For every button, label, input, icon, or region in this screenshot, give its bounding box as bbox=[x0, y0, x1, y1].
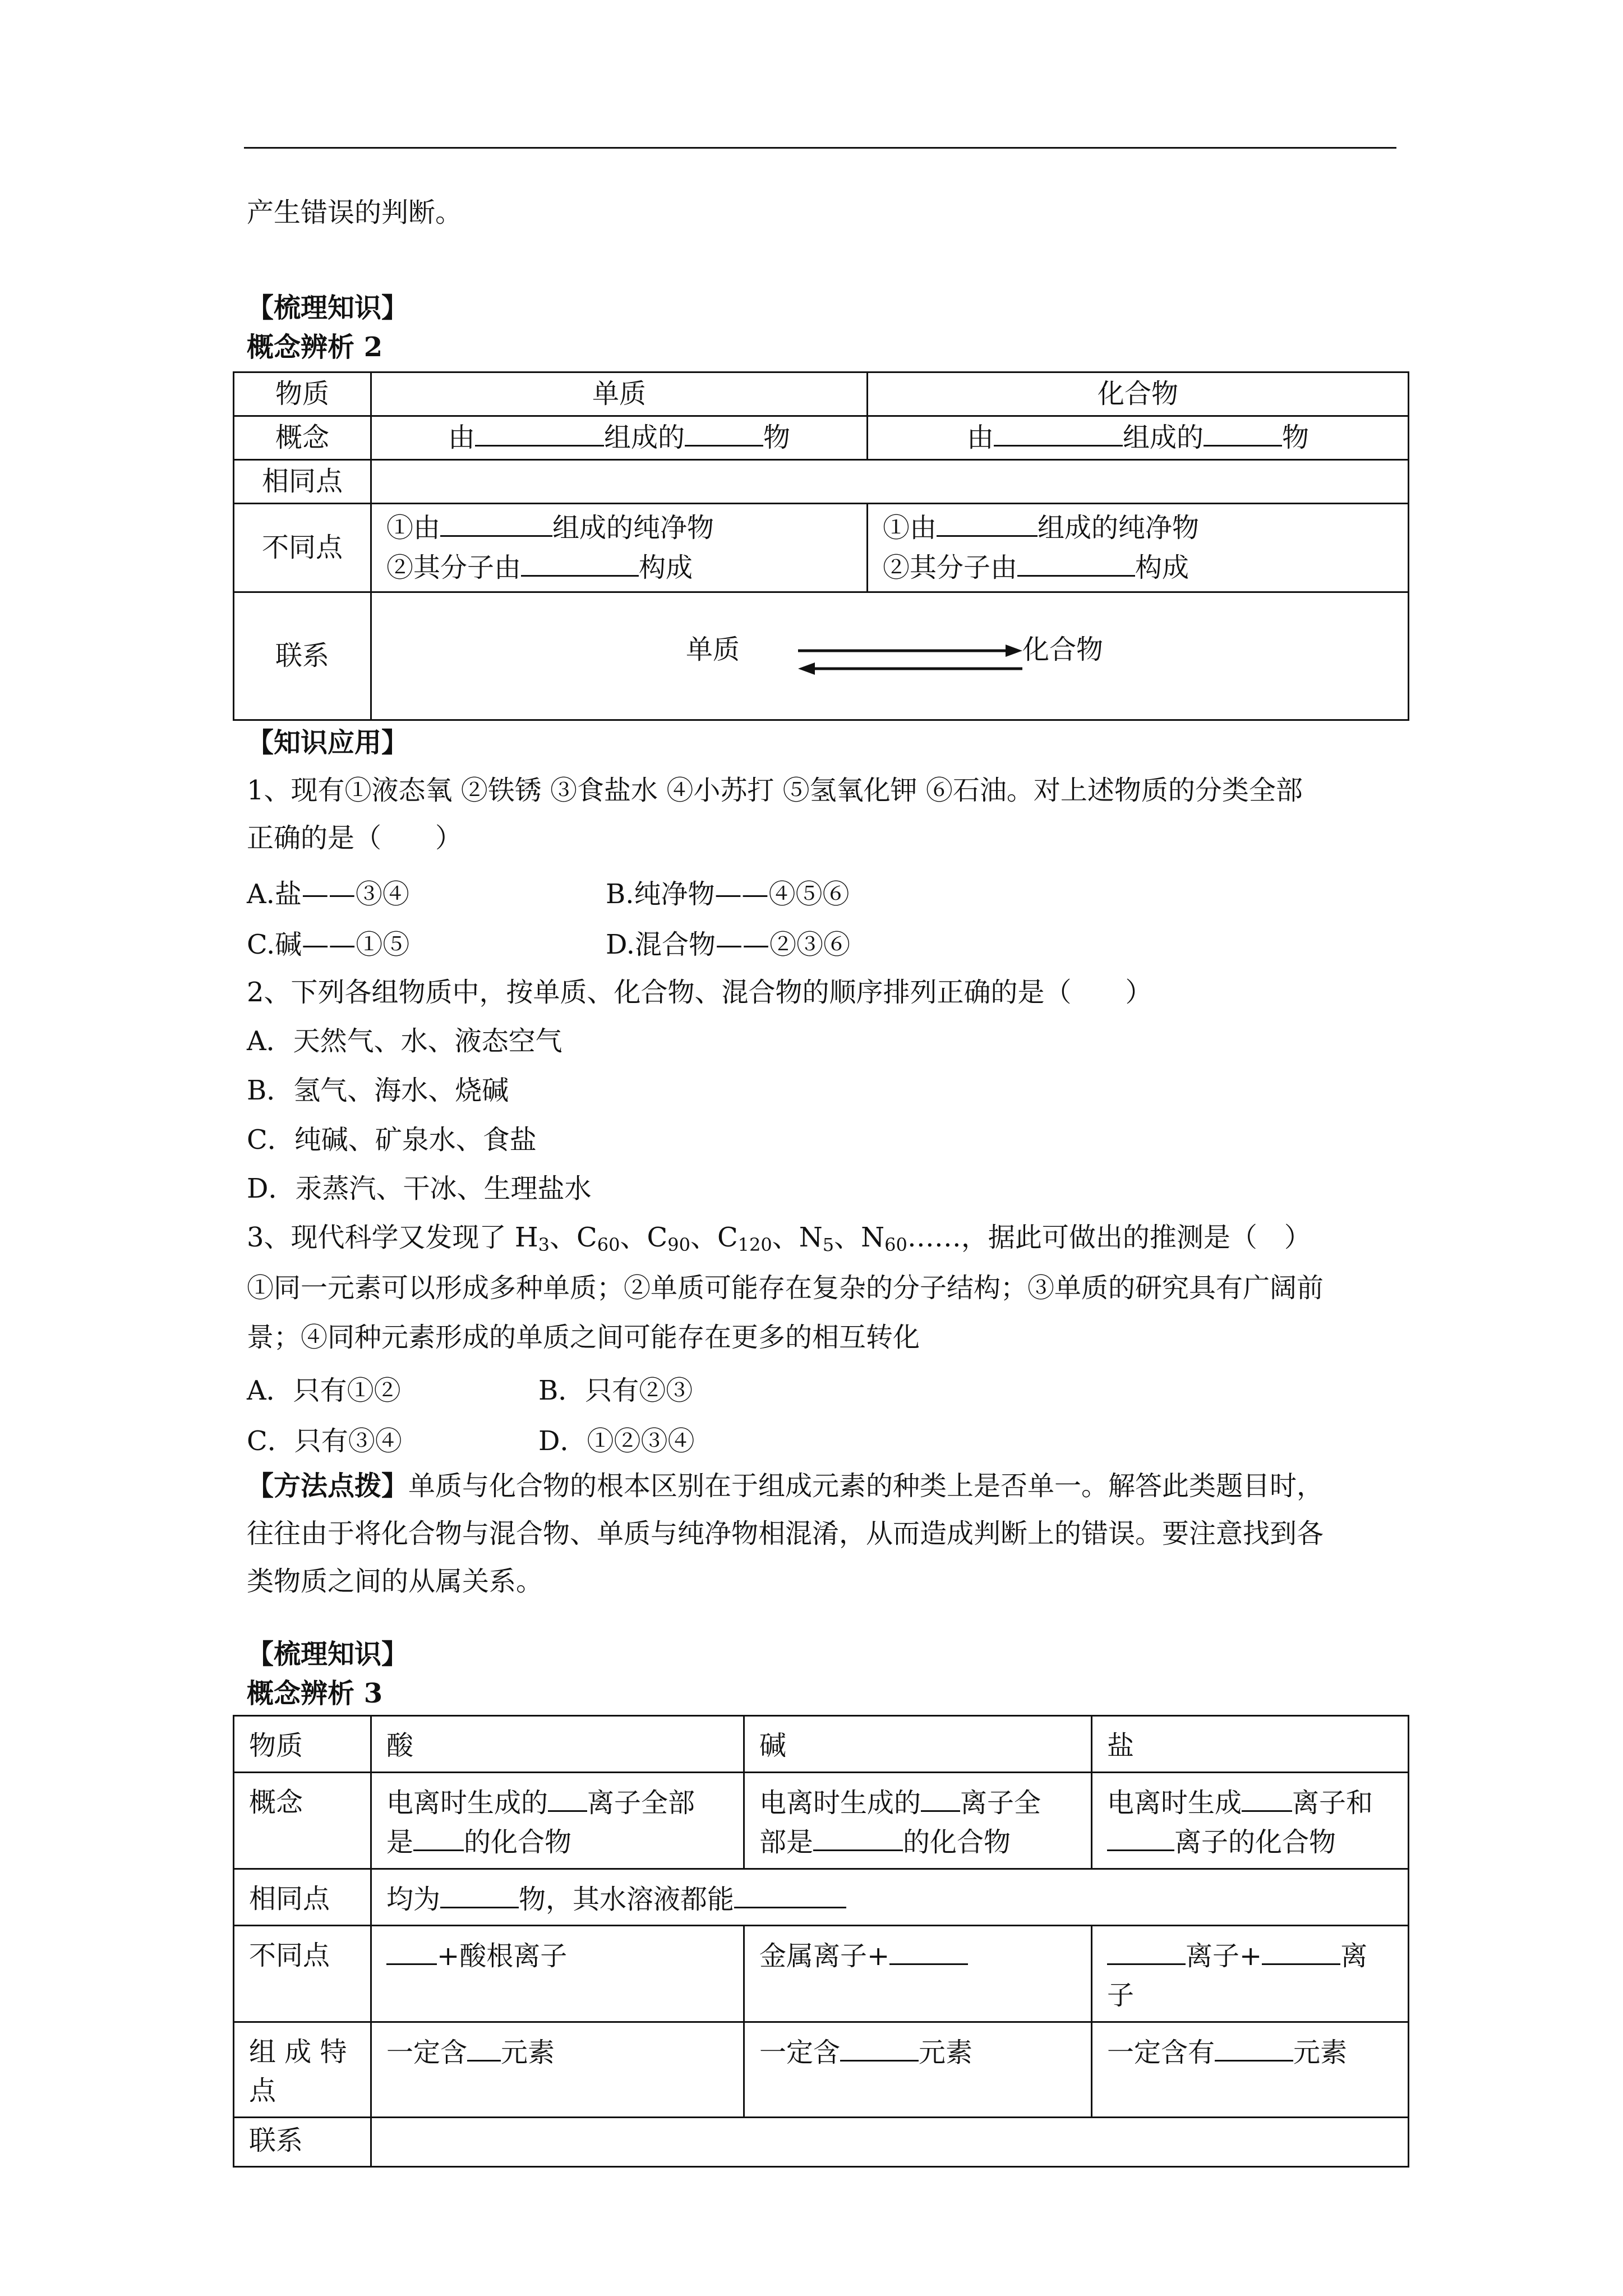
composition-acid: 一定含 元素 bbox=[371, 2022, 744, 2117]
q3-body-2: 景；④同种元素形成的单质之间可能存在更多的相互转化 bbox=[247, 1322, 920, 1353]
header-rule bbox=[244, 147, 1396, 149]
q1-option-d: D.混合物——②③⑥ bbox=[606, 929, 851, 960]
blank bbox=[475, 418, 604, 447]
row-label: 相同点 bbox=[234, 460, 371, 504]
method-line-1: 【方法点拨】单质与化合物的根本区别在于组成元素的种类上是否单一。解答此类题目时， bbox=[247, 1470, 1324, 1502]
row-label: 联系 bbox=[234, 592, 371, 720]
q1-option-a: A.盐——③④ bbox=[247, 878, 409, 910]
q2-stem: 2、下列各组物质中，按单质、化合物、混合物的顺序排列正确的是（ ） bbox=[247, 977, 1152, 1008]
concept-compound: 由 组成的 物 bbox=[868, 416, 1409, 460]
blank bbox=[1017, 548, 1135, 577]
row-label: 不同点 bbox=[234, 504, 371, 592]
q1-options-cd bbox=[247, 926, 850, 965]
q2-option-a: A．天然气、水、液态空气 bbox=[247, 1025, 562, 1057]
blank bbox=[440, 508, 552, 537]
header-cell: 单质 bbox=[371, 372, 868, 416]
header-cell: 化合物 bbox=[868, 372, 1409, 416]
relation-cell bbox=[371, 2117, 1409, 2167]
section2-header: 【梳理知识】 bbox=[247, 292, 409, 324]
header-cell: 物质 bbox=[234, 1716, 371, 1773]
blank bbox=[685, 418, 763, 447]
intro-line: 产生错误的判断。 bbox=[247, 197, 463, 228]
blank bbox=[994, 418, 1123, 447]
row-label: 概念 bbox=[234, 1772, 371, 1869]
section2-title: 概念辨析 2 bbox=[247, 332, 383, 363]
row-label: 相同点 bbox=[234, 1869, 371, 1926]
concept-salt: 电离时生成 离子和 离子的化合物 bbox=[1092, 1772, 1409, 1869]
section3-header: 【梳理知识】 bbox=[247, 1639, 409, 1670]
header-cell: 物质 bbox=[234, 372, 371, 416]
concept-table-3 bbox=[233, 1715, 1409, 2168]
q2-option-c: C．纯碱、矿泉水、食盐 bbox=[247, 1124, 537, 1156]
row-label: 不同点 bbox=[234, 1926, 371, 2022]
same-cell bbox=[371, 460, 1409, 504]
composition-base: 一定含 元素 bbox=[744, 2022, 1092, 2117]
q3-option-d: D．①②③④ bbox=[538, 1425, 695, 1457]
section3-title: 概念辨析 3 bbox=[247, 1678, 383, 1709]
q3-options-ab bbox=[247, 1372, 693, 1411]
q1-stem-1: 1、现有①液态氧 ②铁锈 ③食盐水 ④小苏打 ⑤氢氧化钾 ⑥石油。对上述物质的分类全部 bbox=[247, 775, 1303, 806]
header-cell: 盐 bbox=[1092, 1716, 1409, 1773]
concept-table-2 bbox=[233, 371, 1409, 721]
diff-acid: +酸根离子 bbox=[371, 1926, 744, 2022]
method-line-3: 类物质之间的从属关系。 bbox=[247, 1566, 543, 1597]
q3-body-1: ①同一元素可以形成多种单质；②单质可能存在复杂的分子结构；③单质的研究具有广阔前 bbox=[247, 1272, 1324, 1304]
q1-options-ab bbox=[247, 875, 850, 914]
q1-stem-2: 正确的是（ ） bbox=[247, 822, 463, 854]
row-label: 联系 bbox=[234, 2117, 371, 2167]
diff-simple: ①由 组成的纯净物 ②其分子由 构成 bbox=[371, 504, 868, 592]
q3-option-b: B．只有②③ bbox=[538, 1375, 693, 1406]
q2-option-b: B．氢气、海水、烧碱 bbox=[247, 1075, 509, 1106]
row-label: 组 成 特 点 bbox=[234, 2022, 371, 2117]
same-cell: 均为 物，其水溶液都能 bbox=[371, 1869, 1409, 1926]
method-line-2: 往往由于将化合物与混合物、单质与纯净物相混淆，从而造成判断上的错误。要注意找到各 bbox=[247, 1518, 1324, 1549]
relation-compound: 化合物 bbox=[1022, 633, 1104, 665]
blank bbox=[1204, 418, 1282, 447]
method-label: 【方法点拨】 bbox=[247, 1470, 409, 1502]
application-header: 【知识应用】 bbox=[247, 727, 409, 758]
header-cell: 酸 bbox=[371, 1716, 744, 1773]
q3-option-a: A．只有①② bbox=[247, 1375, 401, 1406]
q3-options-cd bbox=[247, 1422, 695, 1461]
diff-base: 金属离子+ bbox=[744, 1926, 1092, 2022]
relation-cell bbox=[371, 592, 1409, 720]
diff-compound: ①由 组成的纯净物 ②其分子由 构成 bbox=[868, 504, 1409, 592]
q1-option-c: C.碱——①⑤ bbox=[247, 929, 410, 960]
composition-salt: 一定含有 元素 bbox=[1092, 2022, 1409, 2117]
q3-option-c: C．只有③④ bbox=[247, 1425, 402, 1457]
blank bbox=[521, 548, 639, 577]
row-label: 概念 bbox=[234, 416, 371, 460]
q2-option-d: D．汞蒸汽、干冰、生理盐水 bbox=[247, 1173, 592, 1204]
header-cell: 碱 bbox=[744, 1716, 1092, 1773]
concept-acid: 电离时生成的 离子全部 是 的化合物 bbox=[371, 1772, 744, 1869]
concept-base: 电离时生成的 离子全 部是 的化合物 bbox=[744, 1772, 1092, 1869]
q1-option-b: B.纯净物——④⑤⑥ bbox=[606, 878, 850, 910]
conversion-arrows-icon bbox=[798, 643, 1022, 677]
concept-simple: 由 组成的 物 bbox=[371, 416, 868, 460]
relation-simple: 单质 bbox=[686, 633, 740, 665]
q3-stem: 3、现代科学又发现了 $H_3$、$C_{60}$、$C_{90}$、$C_{120}$、$N_5$、$N_{60}\dots\dots$，据此可做出的推测是（ ） bbox=[247, 1222, 1311, 1255]
blank bbox=[937, 508, 1038, 537]
diff-salt: 离子+ 离 子 bbox=[1092, 1926, 1409, 2022]
